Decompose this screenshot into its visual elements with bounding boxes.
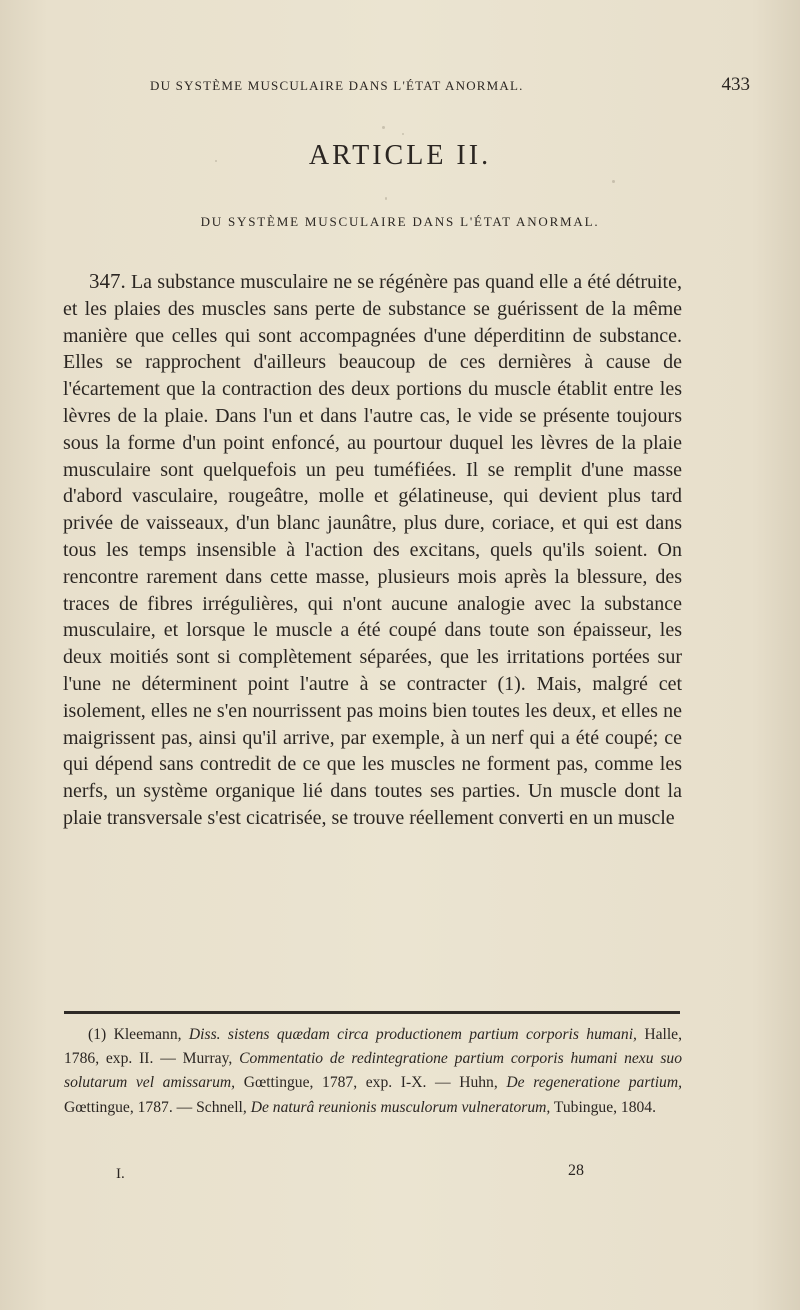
footnote-citation-title: De naturâ reunionis musculorum vulneratorum, [250,1098,551,1116]
running-head-title: DU SYSTÈME MUSCULAIRE DANS L'ÉTAT ANORMAL. [150,78,524,93]
paper-speck [402,133,404,135]
footnote-marker: (1) [88,1026,107,1043]
footnote-citation-title: Diss. sistens quædam circa productionem partium corporis humani, [188,1026,637,1043]
paper-speck [385,197,387,200]
running-head [150,74,750,95]
sheet-number: 28 [568,1162,584,1179]
footnote-text: Gœttingue, 1787, exp. I-X. — Huhn, [243,1074,498,1092]
footnote-text: Tubingue, 1804. [553,1098,657,1116]
footnote-text: Gœttingue, 1787. — Schnell, [64,1098,247,1116]
footnote-divider [64,1011,680,1014]
paper-speck [612,180,615,183]
footnote-citation-title: De regeneratione partium, [506,1074,683,1092]
paper-speck [382,126,385,129]
article-heading: ARTICLE II. [308,140,492,171]
footnote-text: Halle, 1786, exp. II. — Murray, [64,1026,682,1068]
paragraph-number: 347. [89,269,126,293]
paragraph-text: La substance musculaire ne se régénère pas quand elle a été détruite, et les plaies des muscles sans perte de substance se guérissent de la même manière que celles qui sont accompagnées d'une déperditinn de substance. Elles se rapprochent d'ailleurs beaucoup de ces dernières à cause de l'écartement que la contraction des deux portions du muscle établit entre les lèvres de la plaie. Dans l'un et dans l'autre cas, le vide se présente toujours sous la forme d'un point enfoncé, au pourtour duquel les lèvres de la plaie musculaire sont quelquefois un peu tuméfiées. Il se remplit d'une masse d'abord vasculaire, rougeâtre, molle et gélatineuse, qui devient plus tard privée de vaisseaux, d'un blanc jaunâtre, plus dure, coriace, et qui est dans tous les temps insensible à l'action des excitans, quels qu'ils soient. On rencontre rarement dans cette masse, plusieurs mois après la blessure, des traces de fibres irrégulières, qui n'ont aucune analogie avec la substance musculaire, et lorsque le muscle a été coupé dans toute son épaisseur, les deux moitiés sont si complètement séparées, que les irritations portées sur l'une ne déterminent point l'autre à se contracter (1). Mais, malgré cet isolement, elles ne s'en nourrissent pas moins bien toutes les deux, et elles ne maigrissent pas, ainsi qu'il arrive, par exemple, à un nerf qui a été coupé; ce qui dépend sans contredit de ce que les muscles ne forment pas, comme les nerfs, un système organique lié dans toutes ses parties. Un muscle dont la plaie transversale s'est cicatrisée, se trouve réellement converti en un muscle [63,271,682,829]
page-number: 433 [721,74,750,95]
footnote-text: Kleemann, [113,1026,182,1043]
section-title: DU SYSTÈME MUSCULAIRE DANS L'ÉTAT ANORMAL. [200,214,600,229]
footnote [64,1023,682,1120]
body-paragraph [63,268,682,832]
footnote-citation-title: Commentatio de redintegratione partium corporis humani nexu suo solutarum vel amissarum, [64,1050,682,1092]
signature-mark: I. [116,1166,125,1182]
